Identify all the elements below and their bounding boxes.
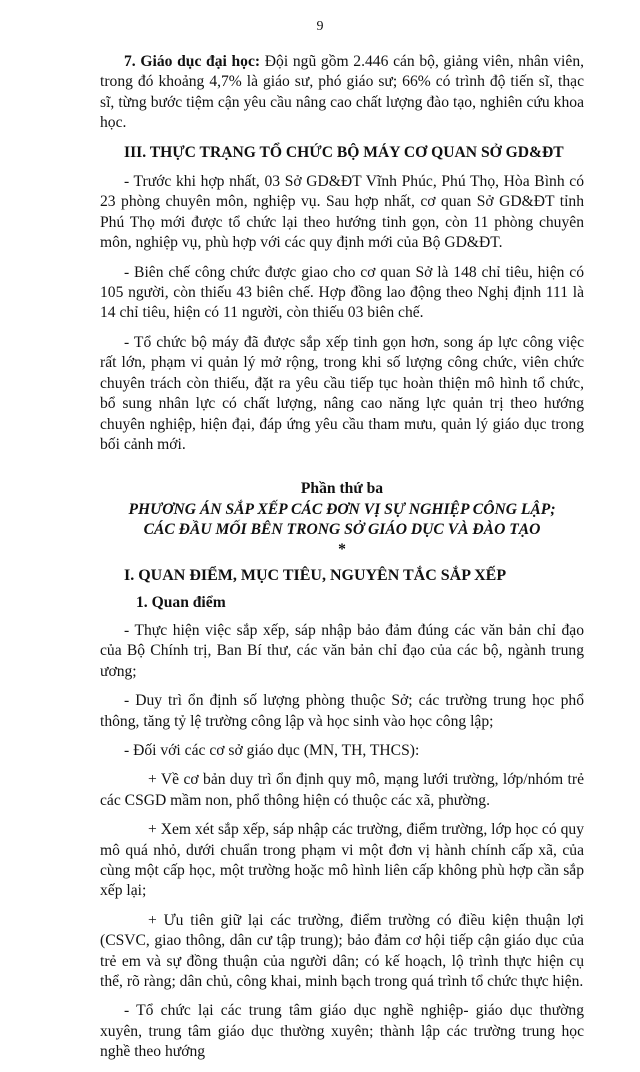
viewpoint-paragraph: - Tổ chức lại các trung tâm giáo dục nghề nghiệp- giáo dục thường xuyên, trung tâm giáo dục thường xuyên; thành lập các trường trung học nghề theo hướng <box>100 1002 584 1061</box>
separator-star: * <box>338 540 346 558</box>
section-3-paragraph: - Trước khi hợp nhất, 03 Sở GD&ĐT Vĩnh Phúc, Phú Thọ, Hòa Bình có 23 phòng chuyên môn, nghiệp vụ. Sau hợp nhất, cơ quan Sở GD&ĐT tỉnh Phú Thọ mới được tổ chức lại theo hướng tinh gọn, còn 11 phòng chuyên môn, nghiệp vụ, phù hợp với các quy định mới của Bộ GD&ĐT. <box>100 173 584 252</box>
part-3-subtitle-line-2: CÁC ĐẦU MỐI BÊN TRONG SỞ GIÁO DỤC VÀ ĐÀO TẠO <box>143 520 541 538</box>
viewpoint-paragraph: - Đối với các cơ sở giáo dục (MN, TH, THCS): <box>124 741 420 759</box>
section-7-text: Đội ngũ gồm 2.446 cán bộ, giảng viên, nhân viên, trong đó khoảng 4,7% là giáo sư, phó giáo sư; 66% có trình độ tiến sĩ, thạc sĩ, từng bước tiệm cận yêu cầu nâng cao chất lượng đào tạo, nghiên cứu khoa học. <box>100 53 585 132</box>
section-3-paragraph: - Tổ chức bộ máy đã được sắp xếp tinh gọn hơn, song áp lực công việc rất lớn, phạm vi quản lý mở rộng, trong khi số lượng công chức, viên chức chuyên trách còn thiếu, đặt ra yêu cầu tiếp tục hoàn thiện mô hình tổ chức, bổ sung nhân lực có chất lượng, nâng cao năng lực quản trị theo hướng chuyên nghiệp, hiện đại, đáp ứng yêu cầu tham mưu, quản lý giáo dục trong bối cảnh mới. <box>100 333 584 453</box>
part-3-title: Phần thứ ba <box>300 480 384 498</box>
plus-item: + Về cơ bản duy trì ổn định quy mô, mạng lưới trường, lớp/nhóm trẻ các CSGD mầm non, phổ thông hiện có thuộc các xã, phường. <box>100 771 584 809</box>
section-i-heading: I. QUAN ĐIỂM, MỤC TIÊU, NGUYÊN TẮC SẮP XẾP <box>124 567 507 585</box>
plus-item: + Ưu tiên giữ lại các trường, điểm trường có điều kiện thuận lợi (CSVC, giao thông, dân cư tập trung); bảo đảm cơ hội tiếp cận giáo dục của trẻ em và sự đồng thuận của người dân; có kế hoạch, lộ trình thực hiện cụ thể, rõ ràng; dân chủ, công khai, minh bạch trong quá trình tổ chức thực hiện. <box>100 911 584 991</box>
subsection-1-heading: 1. Quan điểm <box>136 593 226 611</box>
section-3-heading: III. THỰC TRẠNG TỔ CHỨC BỘ MÁY CƠ QUAN SỞ GD&ĐT <box>124 143 564 161</box>
section-7-paragraph <box>100 52 584 134</box>
viewpoint-paragraph: - Duy trì ổn định số lượng phòng thuộc Sở; các trường trung học phổ thông, tăng tỷ lệ trường công lập và học sinh vào học công lập; <box>100 692 584 730</box>
section-3-paragraph: - Biên chế công chức được giao cho cơ quan Sở là 148 chỉ tiêu, hiện có 105 người, còn thiếu 43 biên chế. Hợp đồng lao động theo Nghị định 111 là 14 chỉ tiêu, hiện có 11 người, còn thiếu 03 biên chế. <box>100 263 584 322</box>
part-3-subtitle-line-1: PHƯƠNG ÁN SẮP XẾP CÁC ĐƠN VỊ SỰ NGHIỆP CÔNG LẬP; <box>128 500 556 518</box>
viewpoint-paragraph: - Thực hiện việc sắp xếp, sáp nhập bảo đảm đúng các văn bản chỉ đạo của Bộ Chính trị, Ban Bí thư, các văn bản chỉ đạo của các bộ, ngành trung ương; <box>100 621 584 680</box>
page-number: 9 <box>316 19 324 34</box>
document-body <box>100 52 584 1072</box>
plus-item: + Xem xét sắp xếp, sáp nhập các trường, điểm trường, lớp học có quy mô quá nhỏ, dưới chuẩn trong phạm vi một đơn vị hành chính cấp xã, của cùng một cấp học, một trường hoặc mô hình liên cấp không phù hợp cần sắp xếp lại; <box>100 821 584 900</box>
section-7-label: 7. Giáo dục đại học: <box>124 53 261 70</box>
